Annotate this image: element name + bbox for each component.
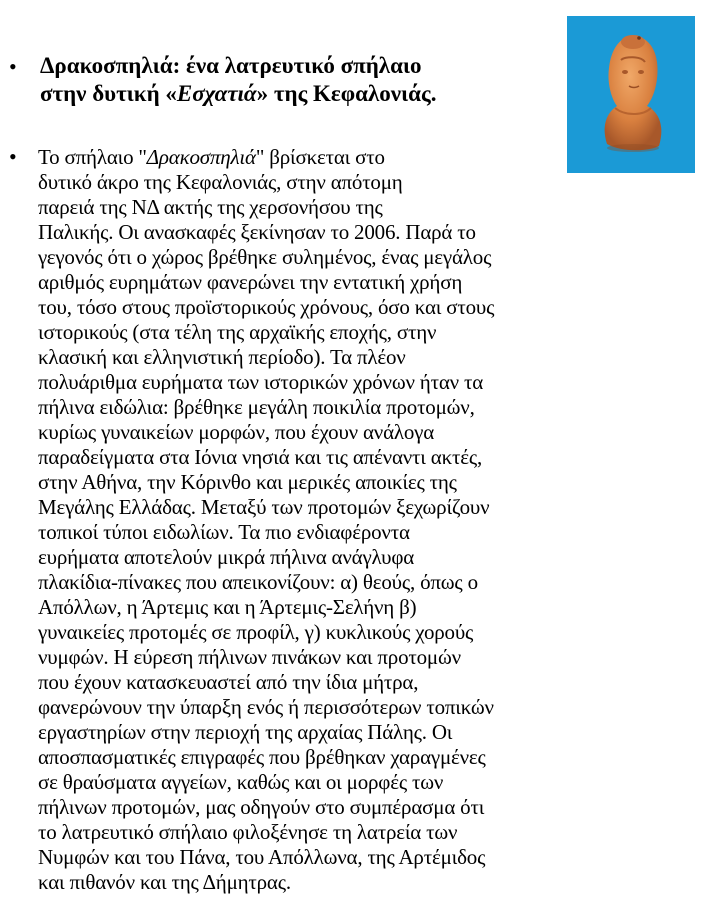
page-heading bbox=[40, 52, 570, 108]
body-line: σε θραύσματα αγγείων, καθώς και οι μορφές των bbox=[38, 770, 444, 794]
body-line: πολυάριθμα ευρήματα των ιστορικών χρόνων ήταν τα bbox=[38, 370, 484, 394]
body-line: Μεγάλης Ελλάδας. Μεταξύ των προτομών ξεχωρίζουν bbox=[38, 495, 490, 519]
cave-name-emphasis: Δρακοσπηλιά bbox=[146, 145, 256, 169]
body-line: και πιθανόν και της Δήμητρας. bbox=[38, 870, 291, 894]
body-line: νυμφών. Η εύρεση πήλινων πινάκων και προτομών bbox=[38, 645, 461, 669]
body-line: Απόλλων, η Άρτεμις και η Άρτεμις-Σελήνη β) bbox=[38, 595, 417, 619]
terracotta-bust-image bbox=[567, 16, 695, 173]
body-line: πήλινα ειδώλια: βρέθηκε μεγάλη ποικιλία προτομών, bbox=[38, 395, 475, 419]
body-line: ιστορικούς (στα τέλη της αρχαϊκής εποχής, στην bbox=[38, 320, 437, 344]
body-line: πήλινων προτομών, μας οδηγούν στο συμπέρασμα ότι bbox=[38, 795, 485, 819]
body-line: στην Αθήνα, την Κόρινθο και μερικές αποικίες της bbox=[38, 470, 457, 494]
body-line: πλακίδια-πίνακες που απεικονίζουν: α) θεούς, όπως ο bbox=[38, 570, 478, 594]
body-line: που έχουν κατασκευαστεί από την ίδια μήτρα, bbox=[38, 670, 419, 694]
heading-bullet: • bbox=[9, 54, 17, 79]
body-line: παρειά της ΝΔ ακτής της χερσονήσου της bbox=[38, 195, 383, 219]
body-line: Παλικής. Οι ανασκαφές ξεκίνησαν το 2006. Παρά το bbox=[38, 220, 476, 244]
body-line: του, τόσο στους προϊστορικούς χρόνους, όσο και στους bbox=[38, 295, 495, 319]
body-line: εργαστηρίων στην περιοχή της αρχαίας Πάλης. Οι bbox=[38, 720, 453, 744]
body-line: Το σπήλαιο "Δρακοσπηλιά" βρίσκεται στο bbox=[38, 145, 385, 169]
body-line: ευρήματα αποτελούν μικρά πήλινα ανάγλυφα bbox=[38, 545, 415, 569]
body-line: αριθμός ευρημάτων φανερώνει την εντατική χρήση bbox=[38, 270, 463, 294]
body-bullet: • bbox=[9, 144, 17, 169]
figurine-photo bbox=[567, 16, 695, 173]
body-paragraph bbox=[38, 145, 688, 895]
body-line: το λατρευτικό σπήλαιο φιλοξένησε τη λατρεία των bbox=[38, 820, 458, 844]
body-line: γεγονός ότι ο χώρος βρέθηκε συλημένος, ένας μεγάλος bbox=[38, 245, 492, 269]
body-line: αποσπασματικές επιγραφές που βρέθηκαν χαραγμένες bbox=[38, 745, 486, 769]
body-line: κλασική και ελληνιστική περίοδο). Τα πλέον bbox=[38, 345, 406, 369]
body-line: παραδείγματα στα Ιόνια νησιά και τις απέναντι ακτές, bbox=[38, 445, 483, 469]
body-line: Νυμφών και του Πάνα, του Απόλλωνα, της Αρτέμιδος bbox=[38, 845, 486, 869]
body-line: κυρίως γυναικείων μορφών, που έχουν ανάλογα bbox=[38, 420, 435, 444]
body-line: τοπικοί τύποι ειδωλίων. Τα πιο ενδιαφέροντα bbox=[38, 520, 410, 544]
heading-emphasis: Εσχατιά bbox=[176, 81, 257, 106]
body-line: φανερώνουν την ύπαρξη ενός ή περισσότερων τοπικών bbox=[38, 695, 494, 719]
heading-line-1: Δρακοσπηλιά: ένα λατρευτικό σπήλαιο bbox=[40, 53, 422, 78]
body-line: γυναικείες προτομές σε προφίλ, γ) κυκλικούς χορούς bbox=[38, 620, 474, 644]
heading-line-2: στην δυτική «Εσχατιά» της Κεφαλονιάς. bbox=[40, 81, 437, 106]
body-line: δυτικό άκρο της Κεφαλονιάς, στην απότομη bbox=[38, 170, 403, 194]
